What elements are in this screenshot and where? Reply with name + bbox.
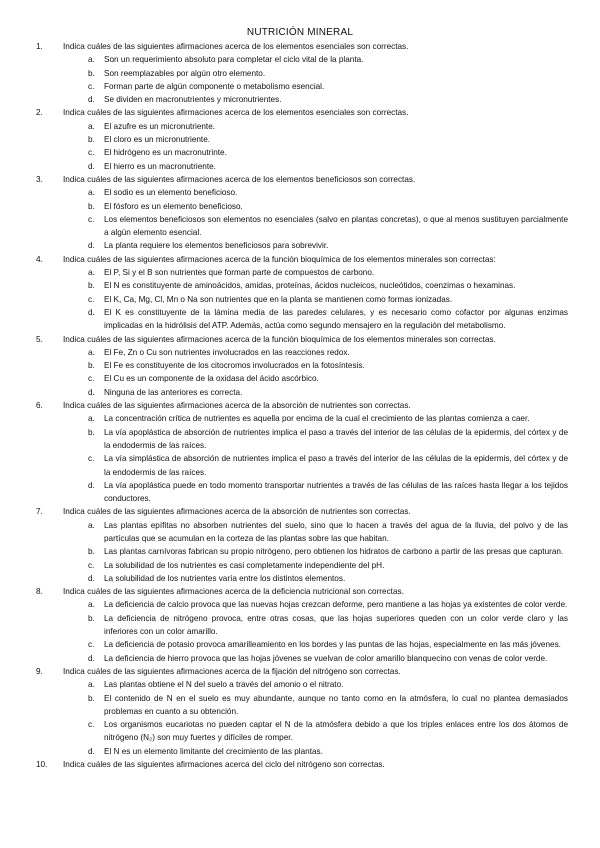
option-text: Los elementos beneficiosos son elementos no esenciales (salvo en plantas concretas), o que al menos sustituyen parcialmente a algún elemento esencial.	[104, 214, 568, 238]
question-text: Indica cuáles de las siguientes afirmaciones acerca de la absorción de nutrientes son correctas.	[63, 507, 411, 517]
answer-option	[88, 120, 568, 133]
option-text: El sodio es un elemento beneficioso.	[104, 188, 238, 198]
option-letter: d.	[88, 241, 95, 251]
answer-option	[88, 452, 568, 479]
option-letter: a.	[88, 600, 95, 610]
option-text: El K es constituyente de la lámina media de las paredes celulares, y es necesario como cofactor por algunas enzimas implicadas en la hidrólisis del ATP. Además, actúa como segundo mensajero en la regulación del metabolismo.	[104, 307, 568, 331]
option-text: Las plantas carnívoras fabrican su propio nitrógeno, pero obtienen los hidratos de carbono a partir de las presas que capturan.	[104, 547, 564, 557]
option-letter: b.	[88, 68, 95, 78]
option-text: La planta requiere los elementos beneficiosos para sobrevivir.	[104, 241, 329, 251]
question-item	[0, 40, 600, 106]
question-text: Indica cuáles de las siguientes afirmaciones acerca de la función bioquímica de los elementos minerales son correctas:	[63, 254, 496, 264]
option-text: El azufre es un micronutriente.	[104, 121, 216, 131]
option-text: Son reemplazables por algún otro elemento.	[104, 68, 266, 78]
option-letter: d.	[88, 480, 95, 490]
answer-option	[88, 479, 568, 506]
answer-option	[88, 146, 568, 159]
question-text: Indica cuáles de las siguientes afirmaciones acerca de los elementos esenciales son correctas.	[63, 108, 409, 118]
question-item	[0, 399, 600, 505]
option-text: El N es un elemento limitante del crecimiento de las plantas.	[104, 746, 323, 756]
question-text: Indica cuáles de las siguientes afirmaciones acerca de la función bioquímica de los elementos minerales son correctas.	[63, 334, 496, 344]
answer-option	[88, 306, 568, 333]
option-letter: a.	[88, 121, 95, 131]
option-text: El K, Ca, Mg, Cl, Mn o Na son nutrientes que en la planta se mantienen como formas ionizadas.	[104, 294, 453, 304]
answer-option	[88, 678, 568, 691]
answer-option	[88, 93, 568, 106]
answer-option	[88, 386, 568, 399]
answer-option	[88, 638, 568, 651]
option-list	[0, 186, 600, 252]
answer-option	[88, 519, 568, 546]
answer-option	[88, 559, 568, 572]
question-number: 4.	[36, 254, 43, 264]
option-list	[0, 346, 600, 399]
question-number: 10.	[36, 760, 48, 770]
answer-option	[88, 266, 568, 279]
question-item	[0, 505, 600, 585]
answer-option	[88, 160, 568, 173]
question-text: Indica cuáles de las siguientes afirmaciones acerca de la fijación del nitrógeno son correctas.	[63, 666, 401, 676]
option-letter: c.	[88, 560, 95, 570]
document-page	[0, 26, 600, 771]
question-item	[0, 106, 600, 172]
question-item	[0, 253, 600, 333]
option-letter: b.	[88, 135, 95, 145]
option-text: La deficiencia de nitrógeno provoca, entre otras cosas, que las hojas superiores queden con un color verde claro y las inferiores con un color amarillo.	[104, 613, 568, 637]
answer-option	[88, 53, 568, 66]
option-text: El Fe es constituyente de los citocromos involucrados en la fotosíntesis.	[104, 361, 365, 371]
question-text: Indica cuáles de las siguientes afirmaciones acerca de los elementos esenciales son correctas.	[63, 42, 409, 51]
answer-option	[88, 718, 568, 745]
option-letter: d.	[88, 95, 95, 105]
option-letter: d.	[88, 573, 95, 583]
option-text: La solubilidad de los nutrientes es casi completamente independiente del pH.	[104, 560, 385, 570]
answer-option	[88, 359, 568, 372]
answer-option	[88, 293, 568, 306]
option-text: El Cu es un componente de la oxidasa del ácido ascórbico.	[104, 374, 319, 384]
option-letter: d.	[88, 746, 95, 756]
option-letter: a.	[88, 680, 95, 690]
question-item	[0, 758, 600, 771]
question-list	[0, 40, 600, 771]
answer-option	[88, 279, 568, 292]
option-text: La vía apoplástica de absorción de nutrientes implica el paso a través del interior de las células de la epidermis, del córtex y de la endodermis de las raíces.	[104, 427, 568, 450]
answer-option	[88, 200, 568, 213]
option-letter: b.	[88, 693, 95, 703]
option-letter: a.	[88, 188, 95, 198]
option-text: La concentración crítica de nutrientes es aquella por encima de la cual el crecimiento de las plantas comienza a caer.	[104, 414, 530, 424]
answer-option	[88, 67, 568, 80]
option-letter: c.	[88, 214, 95, 224]
answer-option	[88, 80, 568, 93]
option-text: El fósforo es un elemento beneficioso.	[104, 201, 243, 211]
question-number: 1.	[36, 42, 43, 51]
question-text: Indica cuáles de las siguientes afirmaciones acerca de los elementos beneficiosos son correctas.	[63, 174, 416, 184]
answer-option	[88, 745, 568, 758]
option-text: Los organismos eucariotas no pueden captar el N de la atmósfera debido a que los triples enlaces entre los dos átomos de nitrógeno (N₂) son muy fuertes y difíciles de romper.	[104, 720, 568, 743]
answer-option	[88, 598, 568, 611]
option-letter: c.	[88, 454, 95, 464]
option-text: El cloro es un micronutriente.	[104, 135, 211, 145]
option-text: La deficiencia de hierro provoca que las hojas jóvenes se vuelvan de color amarillo blanquecino con venas de color verde.	[104, 653, 548, 663]
option-text: Son un requerimiento absoluto para completar el ciclo vital de la planta.	[104, 55, 364, 65]
option-list	[0, 678, 600, 758]
question-item	[0, 173, 600, 253]
answer-option	[88, 412, 568, 425]
question-text: Indica cuáles de las siguientes afirmaciones acerca de la absorción de nutrientes son correctas.	[63, 401, 411, 411]
option-letter: c.	[88, 374, 95, 384]
option-letter: b.	[88, 427, 95, 437]
answer-option	[88, 346, 568, 359]
question-number: 8.	[36, 587, 43, 597]
option-text: La vía simplástica de absorción de nutrientes implica el paso a través del interior de las células de la epidermis, del córtex y de la endodermis de las raíces.	[104, 454, 568, 477]
option-text: Las plantas obtiene el N del suelo a través del amonio o el nitrato.	[104, 680, 344, 690]
option-text: Ninguna de las anteriores es correcta.	[104, 387, 243, 397]
option-letter: d.	[88, 161, 95, 171]
option-letter: d.	[88, 653, 95, 663]
option-letter: b.	[88, 547, 95, 557]
option-letter: c.	[88, 148, 95, 158]
option-text: La vía apoplástica puede en todo momento transportar nutrientes a través de las células de las raíces hasta llegar a los tejidos conductores.	[104, 480, 568, 504]
option-letter: c.	[88, 640, 95, 650]
answer-option	[88, 572, 568, 585]
option-text: El P, Si y el B son nutrientes que forman parte de compuestos de carbono.	[104, 268, 375, 278]
answer-option	[88, 426, 568, 453]
option-text: Las plantas epífitas no absorben nutrientes del suelo, sino que lo hacen a través del agua de la lluvia, del polvo y de las partículas que se acumulan en la corteza de las plantas sobre las que habitan.	[104, 520, 568, 543]
question-item	[0, 585, 600, 665]
option-text: El hierro es un macronutriente.	[104, 161, 216, 171]
question-number: 6.	[36, 401, 43, 411]
option-text: El N es constituyente de aminoácidos, amidas, proteínas, ácidos nucleicos, nucleótidos, coenzimas o hexaminas.	[104, 281, 516, 291]
option-text: El Fe, Zn o Cu son nutrientes involucrados en las reacciones redox.	[104, 347, 350, 357]
option-text: El hidrógeno es un macronutrinte.	[104, 148, 227, 158]
question-text: Indica cuáles de las siguientes afirmaciones acerca de la deficiencia nutricional son correctas.	[63, 587, 404, 597]
question-number: 9.	[36, 666, 43, 676]
question-number: 3.	[36, 174, 43, 184]
option-letter: d.	[88, 307, 95, 317]
option-text: La deficiencia de calcio provoca que las nuevas hojas crezcan deforme, pero mantiene a las hojas ya existentes de color verde.	[104, 600, 568, 610]
question-number: 7.	[36, 507, 43, 517]
option-letter: a.	[88, 520, 95, 530]
question-item	[0, 665, 600, 758]
option-letter: b.	[88, 361, 95, 371]
option-letter: b.	[88, 281, 95, 291]
document-title: NUTRICIÓN MINERAL	[246, 27, 354, 38]
option-letter: b.	[88, 201, 95, 211]
option-list	[0, 412, 600, 505]
option-text: Forman parte de algún componente o metabolismo esencial.	[104, 81, 325, 91]
answer-option	[88, 372, 568, 385]
option-list	[0, 53, 600, 106]
option-letter: c.	[88, 294, 95, 304]
answer-option	[88, 652, 568, 665]
option-letter: a.	[88, 55, 95, 65]
option-list	[0, 598, 600, 664]
answer-option	[88, 186, 568, 199]
option-list	[0, 519, 600, 585]
option-letter: c.	[88, 81, 95, 91]
option-text: La solubilidad de los nutrientes varía entre los distintos elementos.	[104, 573, 346, 583]
option-letter: a.	[88, 414, 95, 424]
option-letter: b.	[88, 613, 95, 623]
option-letter: c.	[88, 720, 95, 730]
answer-option	[88, 612, 568, 639]
answer-option	[88, 239, 568, 252]
answer-option	[88, 133, 568, 146]
question-number: 2.	[36, 108, 43, 118]
question-item	[0, 333, 600, 399]
answer-option	[88, 213, 568, 240]
option-list	[0, 266, 600, 332]
question-number: 5.	[36, 334, 43, 344]
answer-option	[88, 545, 568, 558]
option-letter: d.	[88, 387, 95, 397]
option-list	[0, 120, 600, 173]
option-letter: a.	[88, 347, 95, 357]
option-letter: a.	[88, 268, 95, 278]
answer-option	[88, 692, 568, 719]
option-text: El contenido de N en el suelo es muy abundante, aunque no tanto como en la atmósfera, lo cual no plantea demasiados problemas en cuanto a su obtención.	[104, 693, 568, 716]
option-text: La deficiencia de potasio provoca amarilleamiento en los bordes y las puntas de las hojas, especialmente en las más jóvenes.	[104, 640, 561, 650]
option-text: Se dividen en macronutrientes y micronutrientes.	[104, 95, 282, 105]
question-text: Indica cuáles de las siguientes afirmaciones acerca del ciclo del nitrógeno son correctas.	[63, 760, 385, 770]
